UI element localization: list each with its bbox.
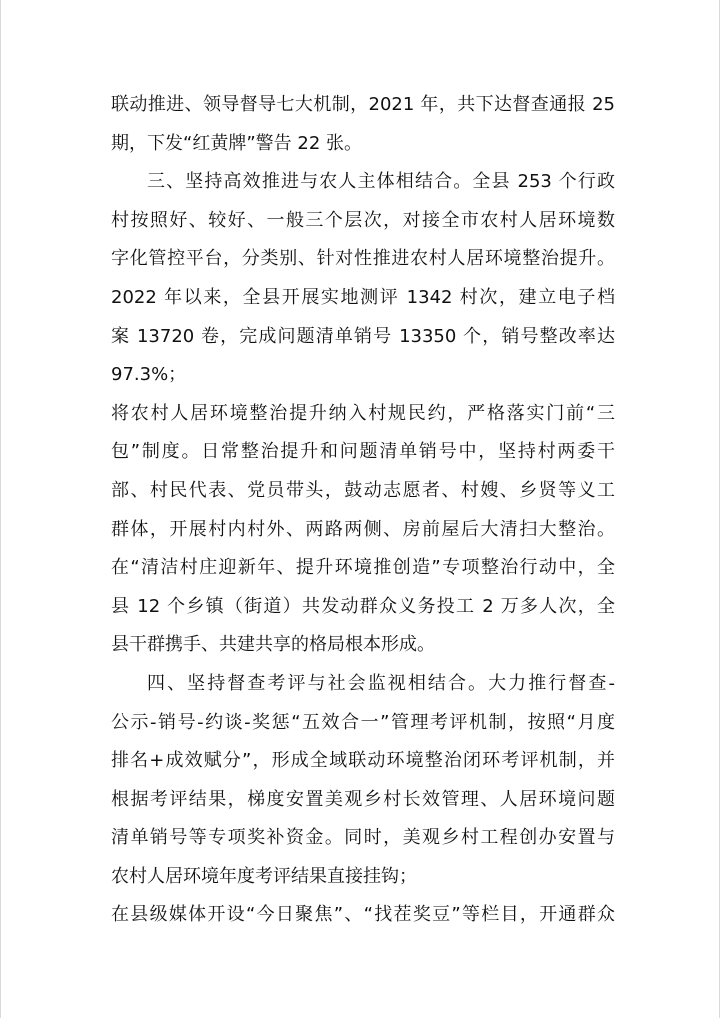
text-line: 清单销号等专项奖补资金。同时，美观乡村工程创办安置与 (111, 827, 615, 849)
text-line: 在“清洁村庄迎新年、提升环境推创造”专项整治行动中，全 (111, 557, 615, 579)
text-line: 字化管控平台，分类别、针对性推进农村人居环境整治提升。 (111, 248, 615, 270)
text-line: 2022 年以来，全县开展实地测评 1342 村次，建立电子档 (111, 286, 615, 308)
text-line: 案 13720 卷，完成问题清单销号 13350 个，销号整改率达 (111, 325, 615, 347)
body-text (111, 86, 615, 935)
text-line: 公示-销号-约谈-奖惩“五效合一”管理考评机制，按照“月度 (111, 711, 615, 733)
text-line: 群体，开展村内村外、两路两侧、房前屋后大清扫大整治。 (111, 518, 615, 540)
text-line: 村按照好、较好、一般三个层次，对接全市农村人居环境数 (111, 209, 615, 231)
text-line: 排名+成效赋分”，形成全域联动环境整治闭环考评机制，并 (111, 750, 615, 772)
text-line: 包”制度。日常整治提升和问题清单销号中，坚持村两委干 (111, 441, 615, 463)
text-line: 县干群携手、共建共享的格局根本形成。 (111, 634, 435, 656)
text-line: 联动推进、领导督导七大机制，2021 年，共下达督查通报 25 (111, 94, 615, 115)
text-line: 根据考评结果，梯度安置美观乡村长效管理、人居环境问题 (111, 788, 615, 810)
text-line: 期，下发“红黄牌”警告 22 张。 (111, 132, 362, 154)
text-line: 农村人居环境年度考评结果直接挂钩； (111, 865, 417, 887)
text-line: 部、村民代表、党员带头，鼓动志愿者、村嫂、乡贤等义工 (111, 479, 615, 501)
text-line: 在县级媒体开设“今日聚焦”、“找茬奖豆”等栏目，开通群众 (111, 904, 615, 926)
section-heading-line: 四、坚持督查考评与社会监视相结合。大力推行督查- (147, 672, 615, 694)
section-heading-line: 三、坚持高效推进与农人主体相结合。全县 253 个行政 (147, 171, 615, 193)
text-line: 县 12 个乡镇（街道）共发动群众义务投工 2 万多人次，全 (111, 595, 615, 617)
text-line: 将农村人居环境整治提升纳入村规民约，严格落实门前“三 (111, 402, 615, 424)
text-line: 97.3%； (111, 364, 187, 386)
